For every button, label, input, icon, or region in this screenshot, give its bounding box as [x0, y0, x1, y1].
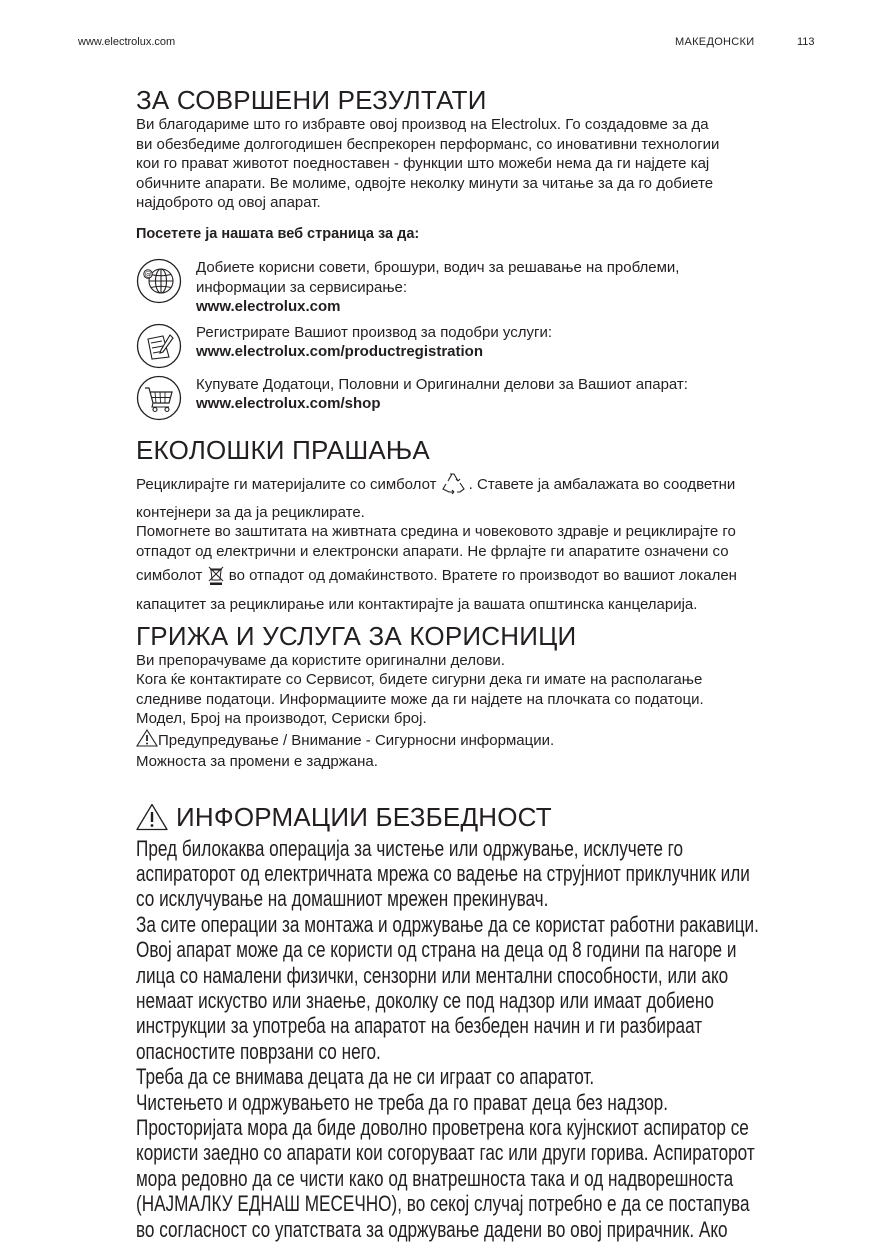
link-description: Добиете корисни совети, брошури, водич за решавање на проблеми,: [196, 258, 679, 278]
intro-line: ви обезбедиме долгогодишен беспрекорен перформанс, со иновативни технологии: [136, 135, 816, 155]
eco-line-text: . Ставете ја амбалажата во соодветни: [469, 476, 736, 493]
safety-line: Пред билокаква операција за чистење или одржување, исклучете го: [136, 836, 819, 861]
section-title-results: ЗА СОВРШЕНИ РЕЗУЛТАТИ: [136, 85, 816, 115]
globe-icon: [136, 258, 182, 304]
crossed-bin-icon: [207, 564, 225, 595]
care-warning-line: [136, 729, 816, 753]
shopping-cart-icon: [136, 375, 182, 421]
link-url-support[interactable]: www.electrolux.com: [196, 297, 679, 317]
eco-text: [136, 471, 816, 615]
intro-line: кои го прават животот поедноставен - функции што можеби нема да ги најдете кај: [136, 154, 816, 174]
page-content: [136, 85, 816, 1242]
results-intro: [136, 115, 816, 213]
eco-line-text: симболот: [136, 567, 202, 584]
safety-line: немаат искуство или знаење, доколку се под надзор или имаат добиено: [136, 988, 819, 1013]
safety-line: инструкции за употреба на апаратот на безбеден начин и ги разбираат: [136, 1013, 819, 1038]
care-line: Можноста за промени е задржана.: [136, 752, 816, 772]
link-description: Регистрирате Вашиот производ за подобри услуги:: [196, 323, 552, 343]
link-url-shop[interactable]: www.electrolux.com/shop: [196, 394, 688, 414]
header-page-number: 113: [797, 36, 815, 48]
link-url-registration[interactable]: www.electrolux.com/productregistration: [196, 342, 552, 362]
link-row-shop: [136, 375, 816, 421]
header-website: www.electrolux.com: [78, 36, 175, 48]
intro-line: најдоброто од овој апарат.: [136, 193, 816, 213]
eco-line: [136, 563, 816, 595]
link-description: информации за сервисирање:: [196, 278, 679, 298]
eco-line-text: во отпадот од домаќинството. Вратете го производот во вашиот локален: [229, 567, 737, 584]
warning-icon: [136, 803, 168, 831]
safety-line: аспираторот од електричната мрежа со вадење на струјниот приклучник или: [136, 861, 819, 886]
eco-line-text: Рециклирајте ги материјалите со симболот: [136, 476, 436, 493]
safety-line: во согласност со упатствата за одржување дадени во овој прирачник. Ако: [136, 1217, 819, 1242]
eco-line: [136, 471, 816, 503]
svg-text:@: @: [145, 271, 152, 279]
link-row-registration: [136, 323, 816, 369]
visit-label: Посетете ја нашата веб страница за да:: [136, 225, 816, 245]
safety-line: Треба да се внимава децата да не си играат со апаратот.: [136, 1064, 819, 1089]
warning-icon: [136, 729, 158, 753]
recycle-icon: [441, 471, 469, 503]
safety-line: мора редовно да се чисти како од внатрешноста така и од надворешноста: [136, 1166, 819, 1191]
safety-line: За сите операции за монтажа и одржување да се користат работни ракавици.: [136, 912, 819, 937]
safety-line: со исклучување на домашниот мрежен прекинувач.: [136, 886, 819, 911]
care-warning-text: Предупредување / Внимание - Сигурносни информации.: [158, 732, 554, 749]
eco-line: капацитет за рециклирање или контактирајте ја вашата општинска канцеларија.: [136, 595, 816, 615]
care-line: Модел, Број на производот, Сериски број.: [136, 709, 816, 729]
care-line: Ви препорачуваме да користите оригинални делови.: [136, 651, 816, 671]
eco-line: Помогнете во заштитата на живтната средина и човековото здравје и рециклирајте го: [136, 522, 816, 542]
registration-icon: [136, 323, 182, 369]
safety-line: (НАЈМАЛКУ ЕДНАШ МЕСЕЧНО), во секој случај потребно е да се постапува: [136, 1191, 819, 1216]
section-title-safety-text: ИНФОРМАЦИИ БЕЗБЕДНОСТ: [176, 802, 552, 832]
intro-line: обичните апарати. Ве молиме, одвојте неколку минути за читање за да го добиете: [136, 174, 816, 194]
section-title-eco: ЕКОЛОШКИ ПРАШАЊА: [136, 435, 816, 465]
intro-line: Ви благодариме што го избравте овој производ на Electrolux. Го создадовме за да: [136, 115, 816, 135]
safety-line: Просторијата мора да биде доволно проветрена кога кујнскиот аспиратор се: [136, 1115, 819, 1140]
safety-line: лица со намалени физички, сензорни или ментални способности, или ако: [136, 963, 819, 988]
safety-text: [136, 836, 819, 1242]
link-description: Купувате Додатоци, Половни и Оригинални делови за Вашиот апарат:: [196, 375, 688, 395]
safety-line: користи заедно со апарати кои согоруваат гас или други горива. Аспираторот: [136, 1140, 819, 1165]
safety-line: Овој апарат може да се користи од страна на деца од 8 години па нагоре и: [136, 937, 819, 962]
care-line: Кога ќе контактирате со Сервисот, бидете сигурни дека ги имате на располагање: [136, 670, 816, 690]
eco-line: контејнери за да ја рециклирате.: [136, 503, 816, 523]
care-text: [136, 651, 816, 772]
section-title-safety: [136, 802, 816, 832]
section-title-care: ГРИЖА И УСЛУГА ЗА КОРИСНИЦИ: [136, 621, 816, 651]
link-row-support: [136, 258, 816, 317]
safety-line: Чистењето и одржувањето не треба да го прават деца без надзор.: [136, 1090, 819, 1115]
safety-line: опасностите поврзани со него.: [136, 1039, 819, 1064]
header-language: МАКЕДОНСКИ: [675, 36, 754, 48]
eco-line: отпадот од електрични и електронски апарати. Не фрлајте ги апаратите означени со: [136, 542, 816, 562]
care-line: следниве податоци. Информациите може да ги најдете на плочката со податоци.: [136, 690, 816, 710]
